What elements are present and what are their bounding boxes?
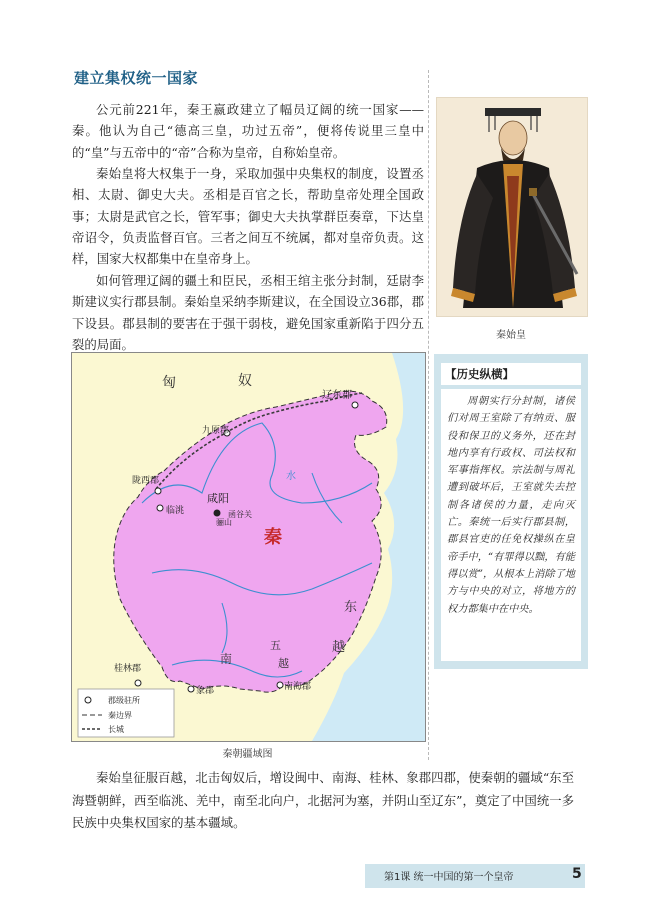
label-guilin: 桂林郡 bbox=[114, 664, 142, 674]
paragraph-3: 如何管理辽阔的疆土和臣民，丞相王绾主张分封制，廷尉李斯建议实行郡县制。秦始皇采纳李斯建议，在全国设立36郡，郡下设县。郡县制的要害在于强干弱枝，避免国家重新陷于四分五裂的局面。 bbox=[72, 273, 424, 352]
label-lishan: 骊山 bbox=[216, 518, 232, 527]
label-nanhai: 南海郡 bbox=[284, 682, 312, 692]
label-qin: 秦 bbox=[264, 527, 282, 548]
label-dong: 东 bbox=[344, 600, 358, 615]
qin-territory-map bbox=[71, 352, 426, 742]
label-wu: 五 bbox=[270, 639, 281, 652]
seat-marker-liaodong bbox=[352, 402, 358, 408]
map-caption: 秦朝疆域图 bbox=[222, 749, 273, 760]
label-xiangjun: 象郡 bbox=[196, 686, 215, 696]
label-hanguguan: 函谷关 bbox=[228, 510, 252, 519]
capital-marker-xianyang bbox=[214, 510, 221, 517]
seat-marker-lintao bbox=[157, 505, 163, 511]
seat-marker-guilin bbox=[135, 680, 141, 686]
seat-marker-longxi bbox=[155, 488, 161, 494]
legend-border: 秦边界 bbox=[108, 711, 132, 720]
label-xiongnu-2: 奴 bbox=[238, 373, 252, 389]
label-longxi: 陇西郡 bbox=[132, 476, 160, 486]
footer-lesson-title: 第1课 统一中国的第一个皇帝 bbox=[384, 872, 514, 883]
label-xianyang: 咸阳 bbox=[207, 492, 229, 505]
label-lintao: 临洮 bbox=[166, 506, 185, 516]
portrait-caption: 秦始皇 bbox=[496, 330, 526, 341]
paragraph-4: 秦始皇征服百越，北击匈奴后，增设闽中、南海、桂林、象郡四郡，使秦朝的疆域“东至海暨朝鲜，西至临洮、羌中，南至北向户，北据河为塞，并阴山至辽东”，奠定了中国统一多民族中央集权国家的基本疆域。 bbox=[72, 770, 574, 830]
sidebar-title: 【历史纵横】 bbox=[441, 363, 581, 385]
seat-marker-xiangjun bbox=[188, 686, 194, 692]
label-yue-mid: 越 bbox=[278, 657, 289, 670]
paragraph-1: 公元前221年，秦王嬴政建立了幅员辽阔的统一国家——秦。他认为自己“德高三皇，功过五帝”，便将传说里三皇中的“皇”与五帝中的“帝”合称为皇帝，自称始皇帝。 bbox=[72, 102, 424, 160]
legend-seat: 郡级驻所 bbox=[108, 696, 140, 705]
label-yue-east: 越 bbox=[332, 640, 346, 655]
label-jiuyuan: 九原郡 bbox=[202, 426, 230, 436]
portrait-illustration bbox=[437, 98, 587, 316]
label-shui: 水 bbox=[286, 471, 296, 482]
map-legend bbox=[78, 689, 174, 737]
label-liaodong: 辽东郡 bbox=[322, 390, 352, 401]
legend-wall: 长城 bbox=[108, 725, 124, 734]
paragraph-2: 秦始皇将大权集于一身，采取加强中央集权的制度，设置丞相、太尉、御史大夫。丞相是百官之长，帮助皇帝处理全国政事；太尉是武官之长，管军事；御史大夫执掌群臣奏章，下达皇帝诏令，负责监督百官。三者之间互不统属，都对皇帝负责。这样，国家大权都集中在皇帝身上。 bbox=[72, 166, 424, 267]
label-nan: 南 bbox=[220, 652, 233, 666]
seat-marker-nanhai bbox=[277, 682, 283, 688]
page-number: 5 bbox=[572, 866, 582, 882]
sidebar-text: 周朝实行分封制，诸侯们对周王室除了有纳贡、服役和保卫的义务外，还在封地内享有行政权、司法权和军事指挥权。宗法制与周礼遭到破坏后，王室就失去控制各诸侯的力量，走向灭亡。秦统一后实行郡县制，郡县官吏的任免权操纵在皇帝手中，“有罪得以黜，有能得以赏”，从根本上消除了地方与中央的对立，将地方的权力都集中在中央。 bbox=[441, 389, 581, 661]
column-divider bbox=[428, 70, 429, 760]
label-xiongnu-1: 匈 bbox=[162, 375, 176, 391]
map-svg bbox=[72, 353, 425, 741]
section-heading: 建立集权统一国家 bbox=[74, 69, 199, 87]
qin-shihuang-portrait bbox=[436, 97, 588, 317]
